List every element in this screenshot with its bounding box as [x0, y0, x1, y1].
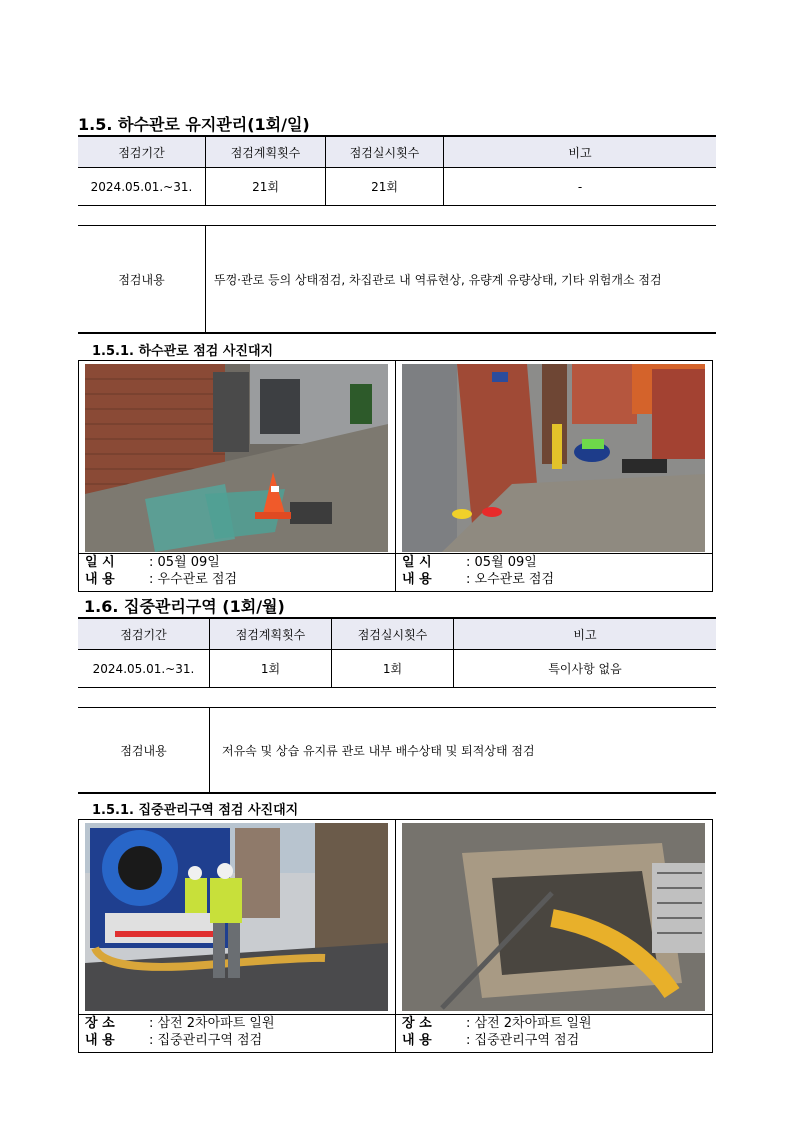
cell-planned: 21회	[206, 168, 326, 206]
photo-section-title-focus: 1.5.1. 집중관리구역 점검 사진대지	[92, 803, 299, 818]
header-done: 점검실시횟수	[332, 618, 454, 650]
content-text: 뚜껑·관로 등의 상태점검, 차집관로 내 역류현상, 유량계 유량상태, 기타 위험개소 점검	[214, 272, 662, 287]
header-period: 점검기간	[78, 618, 210, 650]
sewer-photo-1	[85, 364, 388, 552]
cell-planned: 1회	[210, 650, 332, 688]
cell-period: 2024.05.01.~31.	[78, 168, 206, 206]
content-label: 점검내용	[78, 708, 210, 792]
caption-4: 장 소 : 삼전 2차아파트 일원 내 용 : 집중관리구역 점검	[402, 1016, 592, 1048]
content-text: 저유속 및 상습 유지류 관로 내부 배수상태 및 퇴적상태 점검	[222, 743, 535, 758]
cell-period: 2024.05.01.~31.	[78, 650, 210, 688]
section-title-sewer: 1.5. 하수관로 유지관리(1회/일)	[78, 115, 310, 134]
cell-done: 21회	[326, 168, 444, 206]
section-title-focus: 1.6. 집중관리구역 (1회/월)	[84, 597, 285, 616]
sewer-schedule-table	[78, 135, 716, 206]
header-period: 점검기간	[78, 136, 206, 168]
content-label: 점검내용	[78, 226, 206, 332]
focus-photo-board	[78, 819, 713, 1053]
header-note: 비고	[444, 136, 717, 168]
caption-2: 일 시 : 05월 09일 내 용 : 오수관로 점검	[402, 555, 555, 587]
focus-photo-1	[85, 823, 388, 1011]
header-note: 비고	[454, 618, 717, 650]
header-done: 점검실시횟수	[326, 136, 444, 168]
sewer-content-box	[78, 225, 716, 334]
caption-1: 일 시 : 05월 09일 내 용 : 우수관로 점검	[85, 555, 238, 587]
cell-note: -	[444, 168, 717, 206]
caption-3: 장 소 : 삼전 2차아파트 일원 내 용 : 집중관리구역 점검	[85, 1016, 275, 1048]
cell-done: 1회	[332, 650, 454, 688]
focus-schedule-table	[78, 617, 716, 688]
cell-note: 특이사항 없음	[454, 650, 717, 688]
header-planned: 점검계획횟수	[210, 618, 332, 650]
focus-photo-2	[402, 823, 705, 1011]
photo-section-title-sewer: 1.5.1. 하수관로 점검 사진대지	[92, 344, 274, 359]
sewer-photo-board	[78, 360, 713, 592]
focus-content-box	[78, 707, 716, 794]
sewer-photo-2	[402, 364, 705, 552]
header-planned: 점검계획횟수	[206, 136, 326, 168]
